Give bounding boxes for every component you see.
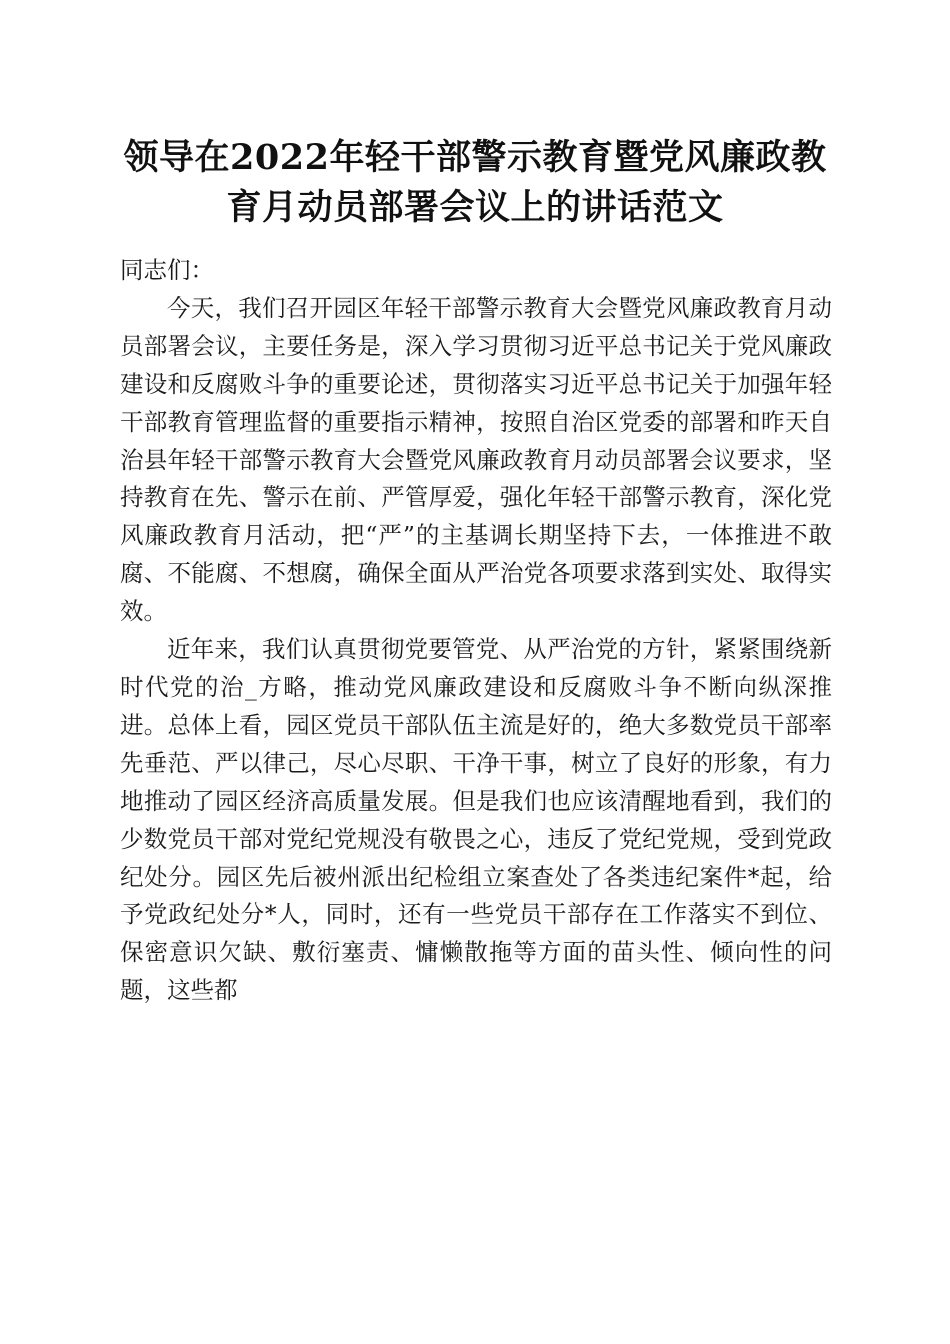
document-title [100,133,850,233]
title-line-2: 育月动员部署会议上的讲话范文 [226,187,724,228]
title-line-1: 领导在2022年轻干部警示教育暨党风廉政教 [123,137,827,178]
paragraph-1: 今天，我们召开园区年轻干部警示教育大会暨党风廉政教育月动员部署会议，主要任务是，深入学习贯彻习近平总书记关于党风廉政建设和反腐败斗争的重要论述，贯彻落实习近平总书记关于加强年轻干部教育管理监督的重要指示精神，按照自治区党委的部署和昨天自治县年轻干部警示教育大会暨党风廉政教育月动员部署会议要求，坚持教育在先、警示在前、严管厚爱，强化年轻干部警示教育，深化党风廉政教育月活动，把“严”的主基调长期坚持下去，一体推进不敢腐、不能腐、不想腐，确保全面从严治党各项要求落到实处、取得实效。 [120,293,832,626]
greeting: 同志们： [120,256,214,284]
document-body [120,252,832,1010]
paragraph-2: 近年来，我们认真贯彻党要管党、从严治党的方针，紧紧围绕新时代党的治_方略，推动党风廉政建设和反腐败斗争不断向纵深推进。总体上看，园区党员干部队伍主流是好的，绝大多数党员干部率先垂范、严以律己，尽心尽职、干净干事，树立了良好的形象，有力地推动了园区经济高质量发展。但是我们也应该清醒地看到，我们的少数党员干部对党纪党规没有敬畏之心，违反了党纪党规，受到党政纪处分。园区先后被州派出纪检组立案查处了各类违纪案件*起，给予党政纪处分*人，同时，还有一些党员干部存在工作落实不到位、保密意识欠缺、敷衍塞责、慵懒散拖等方面的苗头性、倾向性的问题，这些都 [120,635,832,1005]
